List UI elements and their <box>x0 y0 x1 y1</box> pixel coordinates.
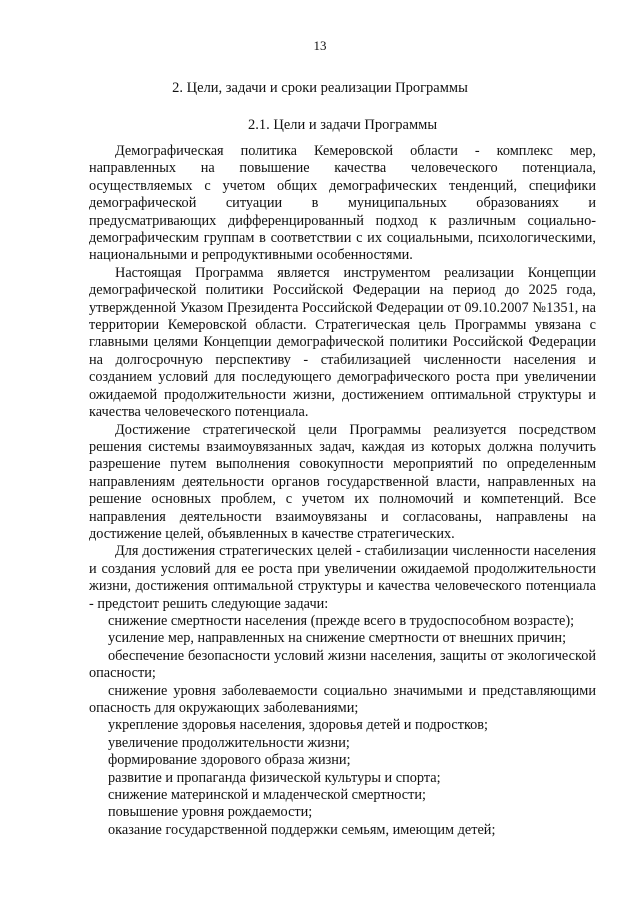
paragraph: Демографическая политика Кемеровской области - комплекс мер, направленных на повышение качества человеческого потенциала, осуществляемых с учетом общих демографических тенденций, специфики демографической ситуации в муниципальных образованиях и предусматривающих дифференцированный подход к различным социально-демографическим группам в соответствии с их социальными, психологическими, национальными и репродуктивными особенностями. <box>89 143 596 264</box>
task-item: оказание государственной поддержки семьям, имеющим детей; <box>108 821 496 838</box>
task-item: обеспечение безопасности условий жизни населения, защиты от экологической опасности; <box>89 647 596 682</box>
task-item: формирование здорового образа жизни; <box>108 752 351 769</box>
document-body <box>89 143 596 839</box>
page-number: 13 <box>313 38 327 53</box>
section-heading: 2. Цели, задачи и сроки реализации Программы <box>172 80 468 96</box>
task-item: усиление мер, направленных на снижение смертности от внешних причин; <box>108 630 567 647</box>
task-item: снижение уровня заболеваемости социально значимыми и представляющими опасность для окружающих заболеваниями; <box>89 682 596 716</box>
paragraph: Для достижения стратегических целей - стабилизации численности населения и создания условий для ее роста при увеличении ожидаемой продолжительности жизни, достижения оптимальной структуры и качества человеческого потенциала - предстоит решить следующие задачи: <box>89 543 596 612</box>
task-item: снижение смертности населения (прежде всего в трудоспособном возрасте); <box>108 612 575 629</box>
task-item: снижение материнской и младенческой смертности; <box>108 787 426 804</box>
task-item: повышение уровня рождаемости; <box>108 804 313 821</box>
task-item: увеличение продолжительности жизни; <box>108 734 350 751</box>
paragraph: Настоящая Программа является инструментом реализации Концепции демографической политики Российской Федерации на период до 2025 года, утвержденной Указом Президента Российской Федерации от 09.10.2007 №1351, на территории Кемеровской области. Стратегическая цель Программы увязана с главными целями Концепции демографической политики Российской Федерации на долгосрочную перспективу - стабилизацией численности населения и созданием условий для последующего демографического роста при увеличении ожидаемой продолжительности жизни, достижением оптимальной структуры и качества человеческого потенциала. <box>89 264 596 421</box>
task-item: развитие и пропаганда физической культуры и спорта; <box>108 769 441 786</box>
subsection-heading: 2.1. Цели и задачи Программы <box>248 117 438 133</box>
paragraph: Достижение стратегической цели Программы реализуется посредством решения системы взаимоувязанных задач, каждая из которых должна получить разрешение путем выполнения совокупности мероприятий по определенным направлениям деятельности органов государственной власти, направленных на решение основных проблем, с учетом их полномочий и компетенций. Все направления деятельности взаимоувязаны и согласованы, направлены на достижение целей, объявленных в качестве стратегических. <box>89 421 596 542</box>
task-item: укрепление здоровья населения, здоровья детей и подростков; <box>108 717 489 734</box>
